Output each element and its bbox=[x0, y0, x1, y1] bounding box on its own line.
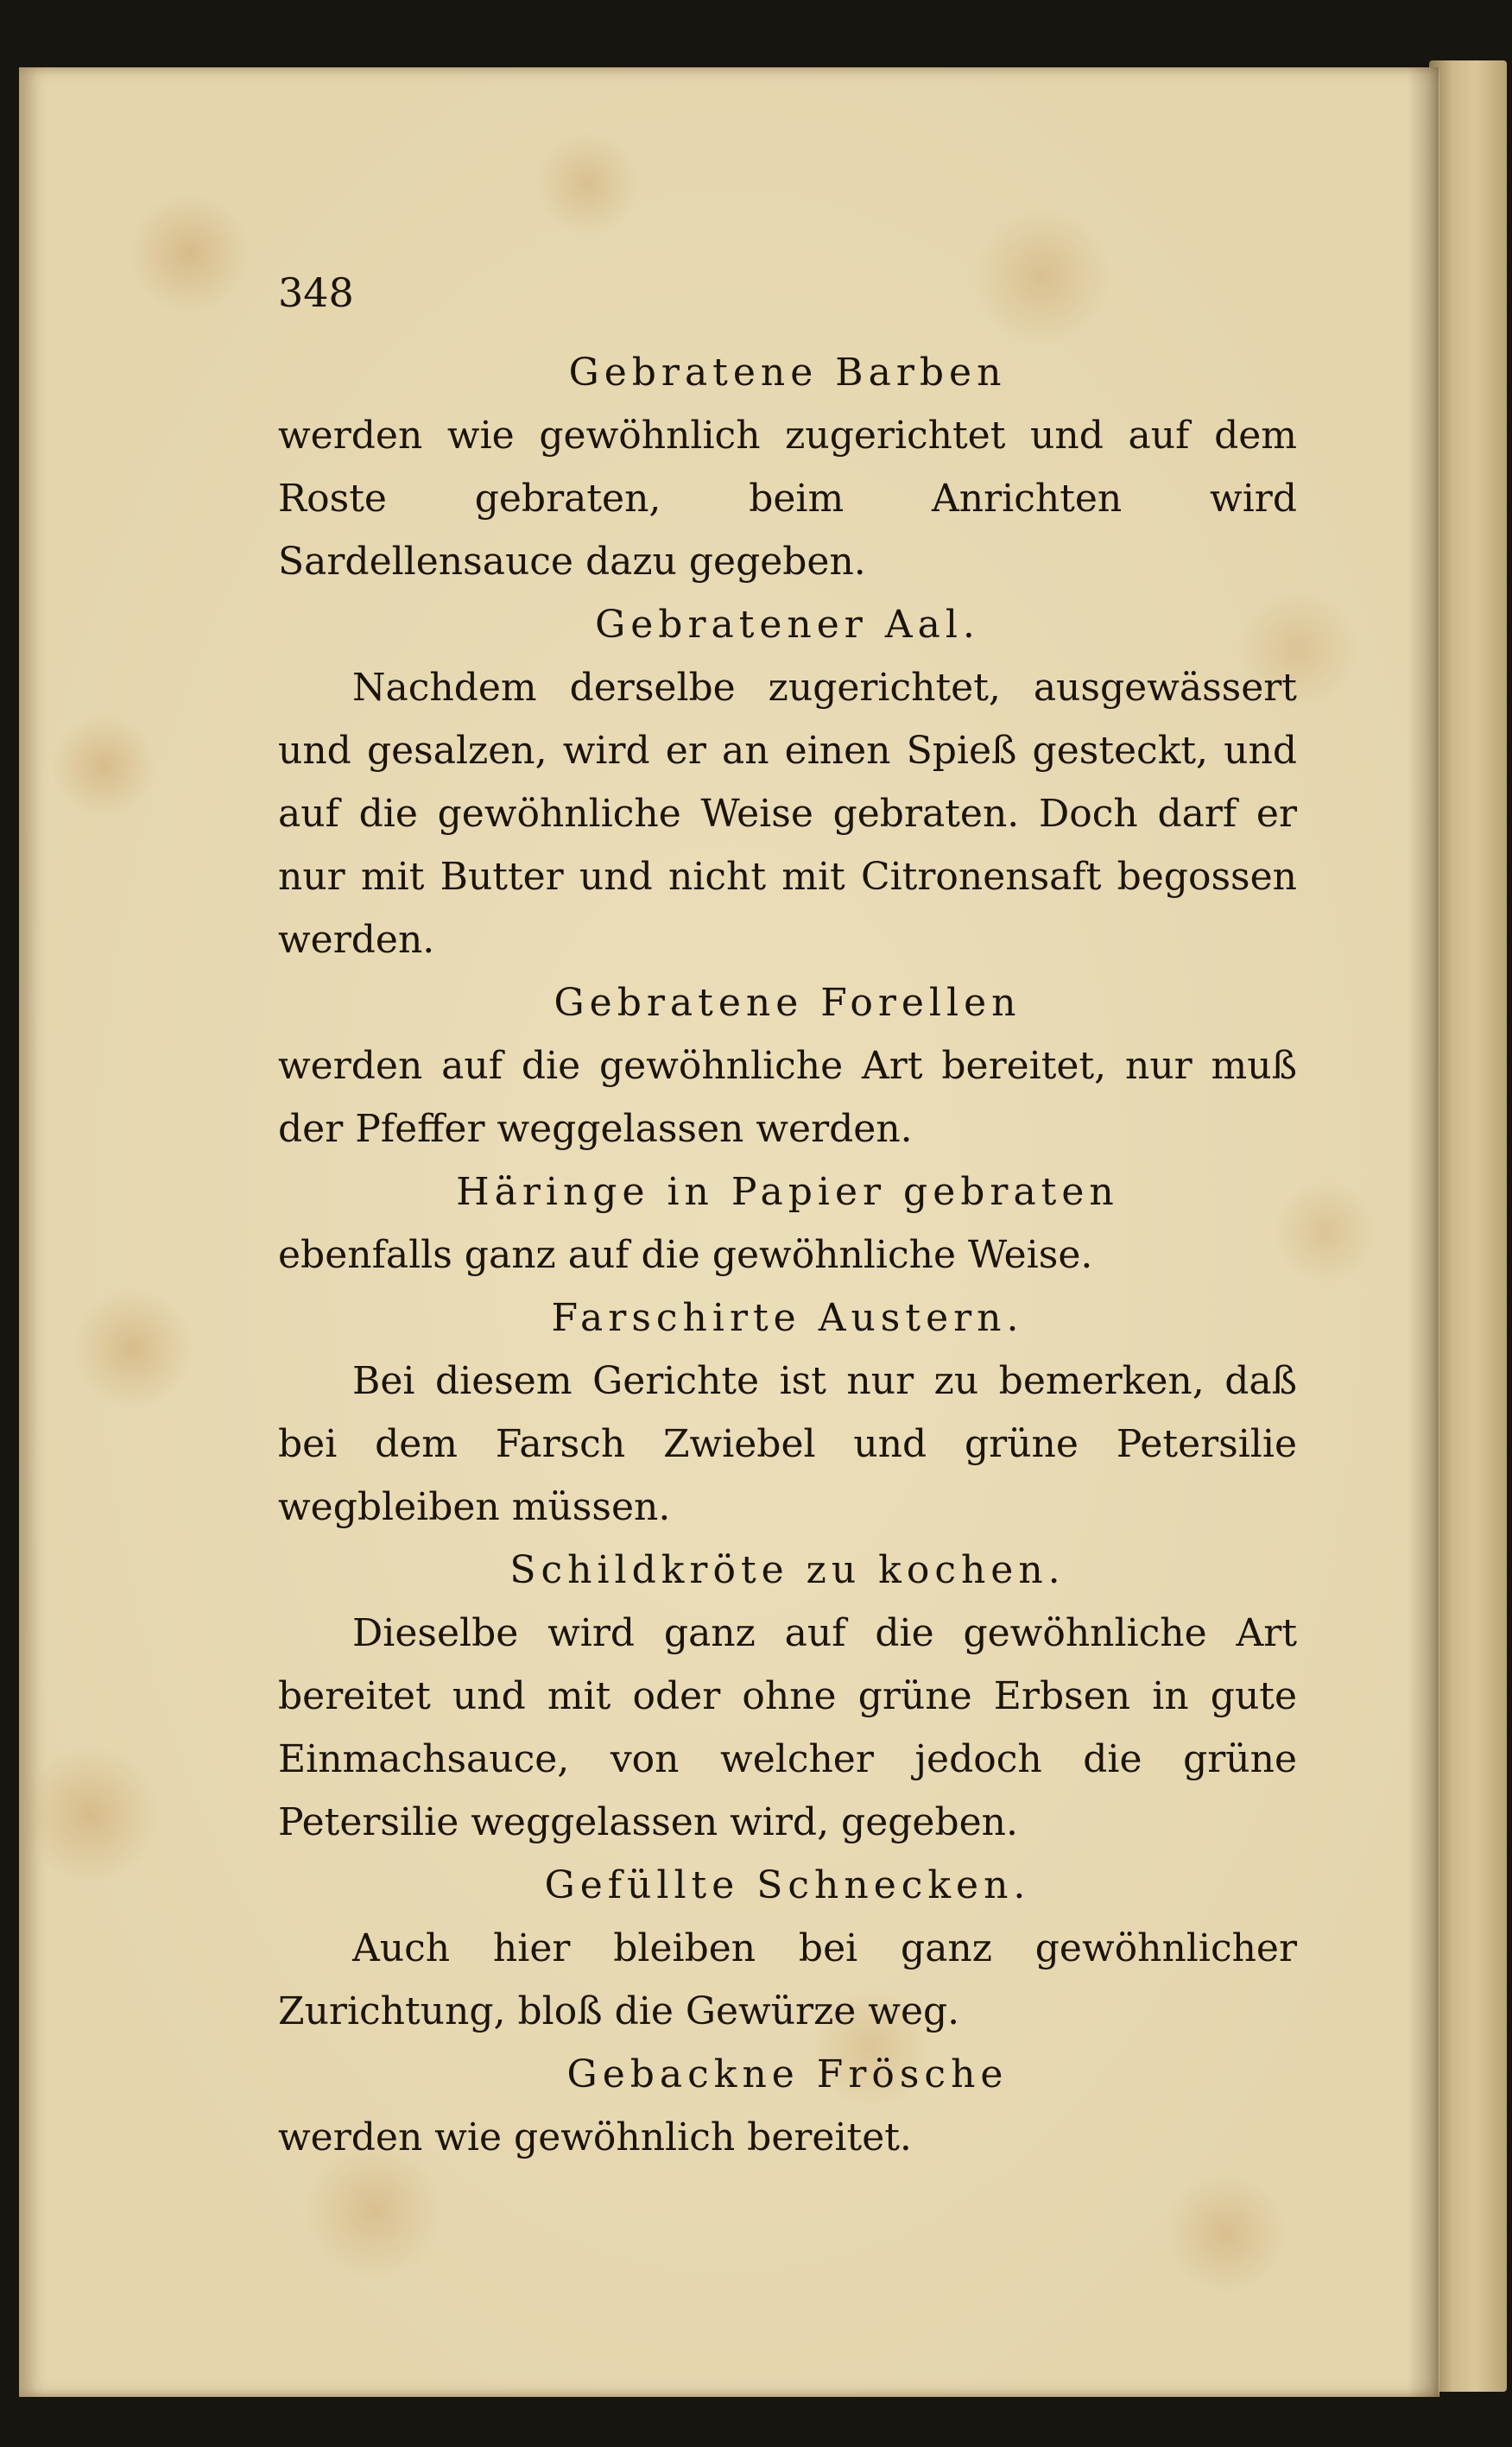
recipe-text: ebenfalls ganz auf die gewöhnliche Weise. bbox=[278, 1233, 1093, 1277]
recipe-heading: Häringe in Papier gebraten bbox=[456, 1170, 1119, 1214]
recipe-section bbox=[278, 1854, 1297, 2043]
recipe-list bbox=[278, 259, 1297, 2169]
recipe-section bbox=[278, 593, 1297, 971]
recipe-text: Nachdem derselbe zugerichtet, ausgewässert und gesalzen, wird er an einen Spieß gesteckt, und auf die gewöhnliche Weise gebraten. Doch darf er nur mit Butter und nicht mit Citronensaft begossen werden. bbox=[278, 666, 1297, 962]
recipe-heading: Gebratene Forellen bbox=[554, 981, 1022, 1025]
recipe-section bbox=[278, 341, 1297, 593]
recipe-heading: Gebackne Frösche bbox=[566, 2052, 1009, 2096]
recipe-section bbox=[278, 971, 1297, 1160]
recipe-heading: Farschirte Austern. bbox=[551, 1296, 1024, 1340]
page-body bbox=[278, 259, 1297, 2169]
recipe-text: Dieselbe wird ganz auf die gewöhnliche Art bereitet und mit oder ohne grüne Erbsen in gute Einmachsauce, von welcher jedoch die grüne Petersilie weggelassen wird, gegeben. bbox=[278, 1611, 1297, 1844]
recipe-section bbox=[278, 1160, 1297, 1287]
recipe-text: werden wie gewöhnlich bereitet. bbox=[278, 2115, 912, 2159]
recipe-text: werden wie gewöhnlich zugerichtet und auf dem Roste gebraten, beim Anrichten wird Sardellensauce dazu gegeben. bbox=[278, 414, 1297, 584]
page-gutter-shadow bbox=[1408, 67, 1439, 2397]
recipe-text: Bei diesem Gerichte ist nur zu bemerken, daß bei dem Farsch Zwiebel und grüne Petersilie wegbleiben müssen. bbox=[278, 1359, 1297, 1529]
recipe-heading: Schildkröte zu kochen. bbox=[509, 1548, 1066, 1592]
recipe-section bbox=[278, 1287, 1297, 1539]
recipe-heading: Gebratener Aal. bbox=[595, 603, 980, 647]
recipe-text: Auch hier bleiben bei ganz gewöhnlicher Zurichtung, bloß die Gewürze weg. bbox=[278, 1926, 1297, 2033]
recipe-section bbox=[278, 2043, 1297, 2169]
recipe-section bbox=[278, 1539, 1297, 1854]
recipe-heading: Gebratene Barben bbox=[568, 351, 1007, 395]
recipe-text: werden auf die gewöhnliche Art bereitet, nur muß der Pfeffer weggelassen werden. bbox=[278, 1044, 1297, 1151]
page-number: 348 bbox=[278, 269, 354, 316]
next-page-edge bbox=[1429, 60, 1507, 2392]
recipe-heading: Gefüllte Schnecken. bbox=[544, 1863, 1031, 1907]
